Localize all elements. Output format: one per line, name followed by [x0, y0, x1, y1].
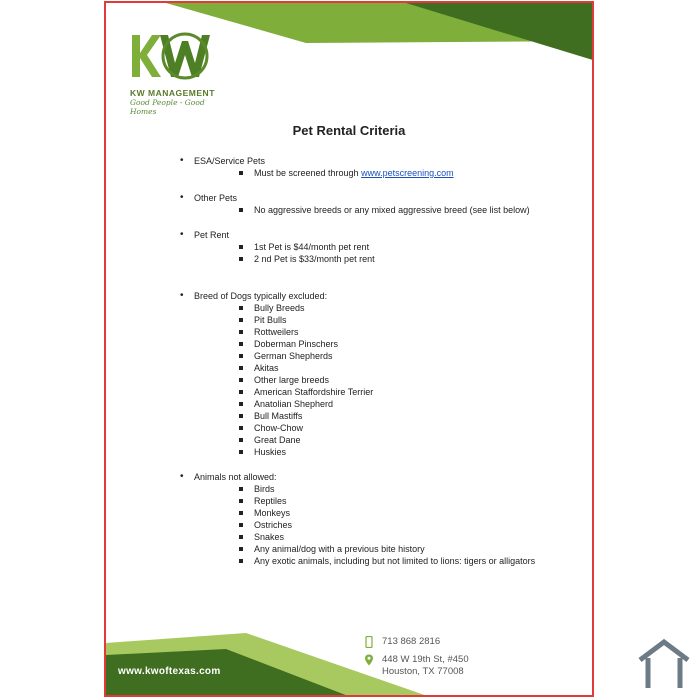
contact-info — [364, 636, 469, 678]
list-item-text: Ostriches — [254, 520, 293, 530]
home-icon[interactable] — [636, 638, 692, 690]
list-item-text: Bull Mastiffs — [254, 411, 303, 421]
section-heading: • Breed of Dogs typically excluded: — [180, 290, 550, 302]
list-item — [180, 374, 550, 386]
company-logo — [130, 31, 230, 116]
address-row — [364, 654, 469, 678]
footer-website[interactable]: www.kwoftexas.com — [118, 666, 221, 677]
petscreening-link[interactable]: www.petscreening.com — [361, 168, 454, 178]
list-item-text: Akitas — [254, 363, 279, 373]
location-pin-icon — [364, 654, 374, 666]
criteria-list — [180, 155, 550, 567]
list-item — [180, 398, 550, 410]
section-spacer — [180, 179, 550, 192]
list-item — [180, 302, 550, 314]
list-item — [180, 543, 550, 555]
list-item — [180, 167, 550, 179]
company-tagline: Good People - Good Homes — [130, 98, 205, 116]
list-item-text: Snakes — [254, 532, 285, 542]
list-item — [180, 519, 550, 531]
phone-number[interactable]: 713 868 2816 — [382, 636, 441, 647]
phone-row — [364, 636, 469, 648]
list-item — [180, 422, 550, 434]
address-line-1: 448 W 19th St, #450 — [382, 654, 469, 665]
list-item — [180, 434, 550, 446]
list-item — [180, 531, 550, 543]
list-item-text: Must be screened through — [254, 168, 362, 178]
section-heading: • Pet Rent — [180, 229, 550, 241]
list-item-text: Anatolian Shepherd — [254, 399, 334, 409]
list-item-text: Pit Bulls — [254, 315, 287, 325]
list-item-text: Monkeys — [254, 508, 291, 518]
list-item-text: Chow-Chow — [254, 423, 304, 433]
section-spacer — [180, 216, 550, 229]
list-item — [180, 495, 550, 507]
list-item-text: 1st Pet is $44/month pet rent — [254, 242, 370, 252]
list-item — [180, 446, 550, 458]
list-item-text: Huskies — [254, 447, 287, 457]
list-item — [180, 410, 550, 422]
list-item-text: Doberman Pinschers — [254, 339, 339, 349]
list-item — [180, 362, 550, 374]
list-item — [180, 314, 550, 326]
address-line-2: Houston, TX 77008 — [382, 666, 464, 677]
list-item — [180, 350, 550, 362]
page-title: Pet Rental Criteria — [292, 123, 406, 138]
list-item-text: Rottweilers — [254, 327, 299, 337]
list-item-text: American Staffordshire Terrier — [254, 387, 374, 397]
section-heading: • Animals not allowed: — [180, 471, 550, 483]
list-item-text: Reptiles — [254, 496, 287, 506]
kw-logo-mark — [130, 31, 214, 81]
list-item-text: 2 nd Pet is $33/month pet rent — [254, 254, 375, 264]
phone-icon — [364, 636, 374, 648]
list-item-text: No aggressive breeds or any mixed aggressive breed (see list below) — [254, 205, 530, 215]
section-heading: • Other Pets — [180, 192, 550, 204]
list-item-text: Birds — [254, 484, 275, 494]
section-spacer — [180, 458, 550, 471]
list-item — [180, 204, 550, 216]
list-item-text: Bully Breeds — [254, 303, 305, 313]
list-item-text: Great Dane — [254, 435, 301, 445]
list-item-text: German Shepherds — [254, 351, 333, 361]
section-heading: • ESA/Service Pets — [180, 155, 550, 167]
list-item — [180, 241, 550, 253]
list-item — [180, 326, 550, 338]
list-item — [180, 483, 550, 495]
list-item — [180, 338, 550, 350]
list-item-text: Any animal/dog with a previous bite history — [254, 544, 425, 554]
company-name: KW MANAGEMENT — [130, 88, 215, 98]
list-item — [180, 555, 550, 567]
section-spacer — [180, 265, 550, 290]
document-page — [104, 1, 594, 697]
list-item — [180, 507, 550, 519]
list-item — [180, 386, 550, 398]
list-item — [180, 253, 550, 265]
list-item-text: Any exotic animals, including but not limited to lions: tigers or alligators — [254, 556, 536, 566]
list-item-text: Other large breeds — [254, 375, 330, 385]
